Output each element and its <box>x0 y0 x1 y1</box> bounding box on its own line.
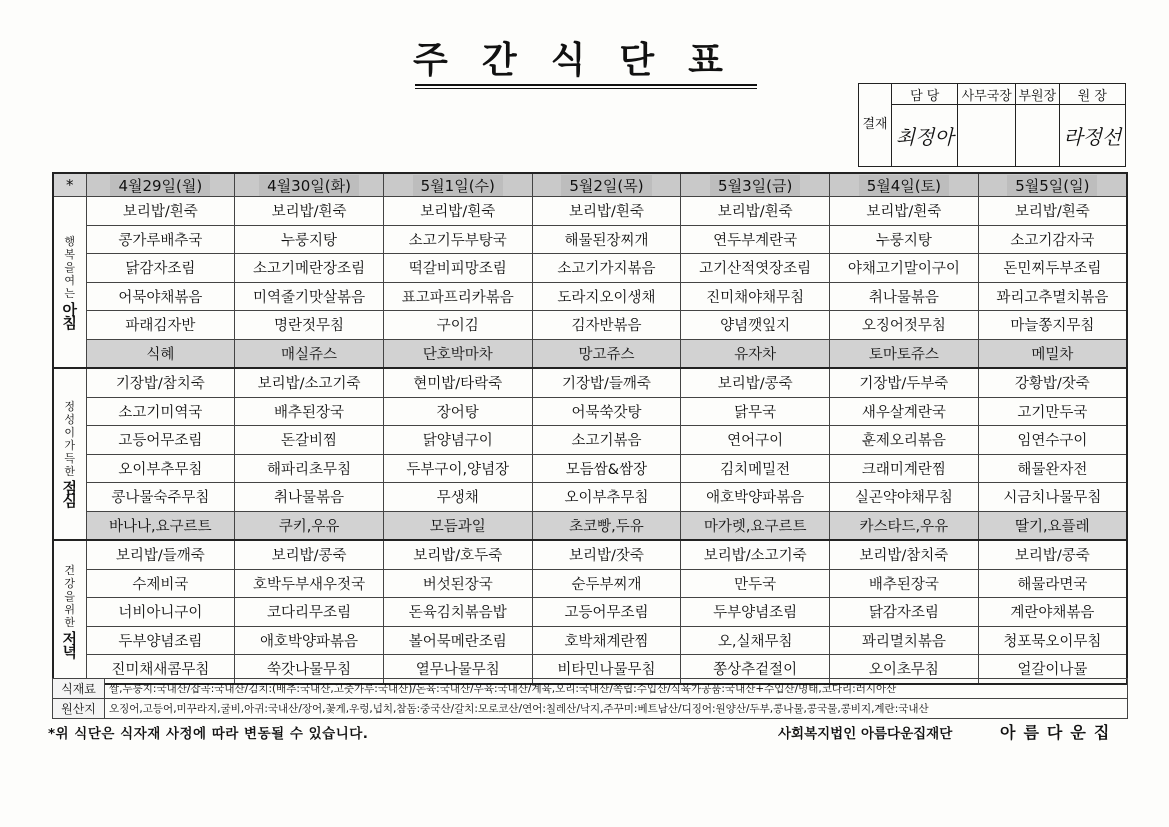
snack-item: 쿠키,우유 <box>235 511 384 540</box>
dish-item: 열무나물무침 <box>383 655 532 684</box>
menu-row <box>53 225 1127 254</box>
dish-item: 배추된장국 <box>235 397 384 426</box>
meal-label-subtitle: 정 성 이 가 득 한 <box>64 400 76 478</box>
menu-row <box>53 339 1127 368</box>
menu-row <box>53 282 1127 311</box>
dish-item: 김치메밀전 <box>681 454 830 483</box>
dish-item: 보리밥/흰죽 <box>978 197 1127 226</box>
meal-label-title: 점 심 <box>62 479 77 510</box>
dish-item: 기장밥/두부죽 <box>830 368 979 397</box>
dish-item: 닭양념구이 <box>383 426 532 455</box>
dish-item: 보리밥/참치죽 <box>830 540 979 569</box>
dish-item: 보리밥/콩죽 <box>235 540 384 569</box>
menu-row <box>53 197 1127 226</box>
dish-item: 보리밥/소고기죽 <box>235 368 384 397</box>
dish-item: 연어구이 <box>681 426 830 455</box>
dish-item: 두부양념조림 <box>681 598 830 627</box>
approval-label: 결재 <box>859 84 892 167</box>
menu-row <box>53 598 1127 627</box>
dish-item: 보리밥/들깨죽 <box>86 540 235 569</box>
dish-item: 훈제오리볶음 <box>830 426 979 455</box>
dish-item: 오이초무침 <box>830 655 979 684</box>
day-label: 5월5일(일) <box>1007 175 1097 196</box>
dish-item: 현미밥/타락죽 <box>383 368 532 397</box>
dish-item: 취나물볶음 <box>235 483 384 512</box>
dish-item: 파래김자반 <box>86 311 235 340</box>
dish-item: 취나물볶음 <box>830 282 979 311</box>
meal-label-subtitle: 행 복 을 여 는 <box>64 234 76 300</box>
dish-item: 소고기미역국 <box>86 397 235 426</box>
dish-item: 해파리초무침 <box>235 454 384 483</box>
day-label: 5월4일(토) <box>859 175 949 196</box>
dish-item: 실곤약야채무침 <box>830 483 979 512</box>
dish-item: 소고기감자국 <box>978 225 1127 254</box>
dish-item: 배추된장국 <box>830 569 979 598</box>
snack-item: 망고쥬스 <box>532 339 681 368</box>
dish-item: 보리밥/흰죽 <box>383 197 532 226</box>
dish-item: 돈육김치볶음밥 <box>383 598 532 627</box>
dish-item: 누룽지탕 <box>830 225 979 254</box>
dish-item: 보리밥/흰죽 <box>681 197 830 226</box>
dish-item: 콩나물숙주무침 <box>86 483 235 512</box>
approval-sign-vice <box>1016 105 1060 167</box>
day-header <box>681 173 830 197</box>
dish-item: 꽈리멸치볶음 <box>830 626 979 655</box>
meal-label <box>53 540 86 684</box>
dish-item: 해물된장찌개 <box>532 225 681 254</box>
ingredient-origin-table <box>52 678 1128 719</box>
origin-label-2: 원산지 <box>53 699 105 719</box>
dish-item: 기장밥/들깨죽 <box>532 368 681 397</box>
dish-item: 진미채야채무침 <box>681 282 830 311</box>
dish-item: 명란젓무침 <box>235 311 384 340</box>
dish-item: 양념깻잎지 <box>681 311 830 340</box>
dish-item: 닭감자조림 <box>830 598 979 627</box>
menu-row <box>53 511 1127 540</box>
dish-item: 소고기두부탕국 <box>383 225 532 254</box>
day-header-row <box>53 173 1127 197</box>
approval-sign-director: 라정선 <box>1059 105 1125 167</box>
approval-sign-secretary <box>958 105 1016 167</box>
dish-item: 애호박양파볶음 <box>681 483 830 512</box>
dish-item: 얼갈이나물 <box>978 655 1127 684</box>
dish-item: 보리밥/흰죽 <box>532 197 681 226</box>
day-header <box>383 173 532 197</box>
day-label: 5월2일(목) <box>561 175 651 196</box>
dish-item: 버섯된장국 <box>383 569 532 598</box>
snack-item: 딸기,요플레 <box>978 511 1127 540</box>
dish-item: 해물완자전 <box>978 454 1127 483</box>
dish-item: 너비아니구이 <box>86 598 235 627</box>
dish-item: 어묵야채볶음 <box>86 282 235 311</box>
dish-item: 수제비국 <box>86 569 235 598</box>
origin-label-1: 식재료 <box>53 679 105 699</box>
menu-row <box>53 368 1127 397</box>
dish-item: 마늘쫑지무침 <box>978 311 1127 340</box>
dish-item: 보리밥/흰죽 <box>235 197 384 226</box>
approval-box <box>858 83 1126 167</box>
snack-item: 모듬과일 <box>383 511 532 540</box>
approval-role-4: 원 장 <box>1059 84 1125 105</box>
page-title: 주간식단표 <box>413 40 757 81</box>
day-label: 5월1일(수) <box>413 175 503 196</box>
dish-item: 떡갈비피망조림 <box>383 254 532 283</box>
dish-item: 고기만두국 <box>978 397 1127 426</box>
dish-item: 볼어묵메란조림 <box>383 626 532 655</box>
menu-row <box>53 483 1127 512</box>
dish-item: 돈갈비찜 <box>235 426 384 455</box>
dish-item: 보리밥/호두죽 <box>383 540 532 569</box>
day-label: 5월3일(금) <box>710 175 800 196</box>
dish-item: 미역줄기맛살볶음 <box>235 282 384 311</box>
meal-label-title: 아 침 <box>62 300 77 332</box>
dish-item: 모듬쌈&쌈장 <box>532 454 681 483</box>
meal-label-subtitle: 건 강 을 위 한 <box>64 564 76 630</box>
dish-item: 코다리무조림 <box>235 598 384 627</box>
meal-label <box>53 197 86 369</box>
menu-row <box>53 254 1127 283</box>
dish-item: 계란야채볶음 <box>978 598 1127 627</box>
snack-item: 토마토쥬스 <box>830 339 979 368</box>
dish-item: 누룽지탕 <box>235 225 384 254</box>
snack-item: 초코빵,두유 <box>532 511 681 540</box>
dish-item: 강황밥/잣죽 <box>978 368 1127 397</box>
snack-item: 메밀차 <box>978 339 1127 368</box>
dish-item: 연두부계란국 <box>681 225 830 254</box>
day-header <box>830 173 979 197</box>
dish-item: 두부양념조림 <box>86 626 235 655</box>
dish-item: 어묵쑥갓탕 <box>532 397 681 426</box>
dish-item: 소고기메란장조림 <box>235 254 384 283</box>
dish-item: 해물라면국 <box>978 569 1127 598</box>
snack-item: 단호박마차 <box>383 339 532 368</box>
dish-item: 장어탕 <box>383 397 532 426</box>
snack-item: 식혜 <box>86 339 235 368</box>
day-header <box>235 173 384 197</box>
title-underline <box>415 84 757 86</box>
dish-item: 새우살계란국 <box>830 397 979 426</box>
weekly-menu-table <box>52 172 1128 685</box>
dish-item: 순두부찌개 <box>532 569 681 598</box>
dish-item: 기장밥/참치죽 <box>86 368 235 397</box>
approval-role-2: 사무국장 <box>958 84 1016 105</box>
snack-item: 마가렛,요구르트 <box>681 511 830 540</box>
dish-item: 콩가루배추국 <box>86 225 235 254</box>
origin-line-2: 오징어,고등어,미꾸라지,굴비,아귀:국내산/장어,꽃게,우렁,넙치,참돔:중국산/갈치:모로코산/연어:칠레산/낙지,주꾸미:베트남산/디징어:원양산/두부,콩나물,콩국물,콩비지,계란:국내산 <box>105 699 1128 719</box>
dish-item: 청포묵오이무침 <box>978 626 1127 655</box>
dish-item: 구이김 <box>383 311 532 340</box>
dish-item: 호박채계란찜 <box>532 626 681 655</box>
dish-item: 오이부추무침 <box>86 454 235 483</box>
dish-item: 보리밥/흰죽 <box>830 197 979 226</box>
menu-row <box>53 454 1127 483</box>
menu-row <box>53 540 1127 569</box>
snack-item: 바나나,요구르트 <box>86 511 235 540</box>
dish-item: 보리밥/잣죽 <box>532 540 681 569</box>
dish-item: 돈민찌두부조림 <box>978 254 1127 283</box>
dish-item: 호박두부새우젓국 <box>235 569 384 598</box>
menu-body <box>53 197 1127 684</box>
dish-item: 소고기가지볶음 <box>532 254 681 283</box>
dish-item: 고등어무조림 <box>532 598 681 627</box>
day-header <box>978 173 1127 197</box>
approval-role-1: 담 당 <box>892 84 958 105</box>
dish-item: 닭감자조림 <box>86 254 235 283</box>
dish-item: 임연수구이 <box>978 426 1127 455</box>
menu-row <box>53 397 1127 426</box>
dish-item: 시금치나물무침 <box>978 483 1127 512</box>
dish-item: 무생채 <box>383 483 532 512</box>
title-underline-inner <box>415 88 757 89</box>
dish-item: 닭무국 <box>681 397 830 426</box>
snack-item: 카스타드,우유 <box>830 511 979 540</box>
dish-item: 표고파프리카볶음 <box>383 282 532 311</box>
menu-row <box>53 426 1127 455</box>
meal-label-title: 저 녁 <box>62 630 77 662</box>
dish-item: 오징어젓무침 <box>830 311 979 340</box>
meal-label <box>53 368 86 540</box>
dish-item: 보리밥/콩죽 <box>978 540 1127 569</box>
day-label: 4월30일(화) <box>259 175 359 196</box>
day-header <box>532 173 681 197</box>
dish-item: 애호박양파볶음 <box>235 626 384 655</box>
menu-row <box>53 569 1127 598</box>
dish-item: 김자반볶음 <box>532 311 681 340</box>
approval-sign-staff: 최정아 <box>892 105 958 167</box>
dish-item: 만두국 <box>681 569 830 598</box>
dish-item: 비타민나물무침 <box>532 655 681 684</box>
snack-item: 유자차 <box>681 339 830 368</box>
dish-item: 오,실채무침 <box>681 626 830 655</box>
menu-row <box>53 626 1127 655</box>
dish-item: 쑥갓나물무침 <box>235 655 384 684</box>
menu-row <box>53 311 1127 340</box>
origin-line-1: 쌀,누룽지:국내산/잡곡:국내산/김치:(배추:국내산,고춧가루:국내산)/돈육:국내산/우육:국내산/계육,오리:국내산/쪽립:수입산/식육가공품:국내산+수입산/명태,코다리:러시아산 <box>105 679 1128 699</box>
dish-item: 소고기볶음 <box>532 426 681 455</box>
change-notice: *위 식단은 식자재 사정에 따라 변동될 수 있습니다. <box>48 726 369 742</box>
dish-item: 보리밥/흰죽 <box>86 197 235 226</box>
corner-star: * <box>53 173 86 197</box>
dish-item: 고등어무조림 <box>86 426 235 455</box>
dish-item: 야채고기말이구이 <box>830 254 979 283</box>
dish-item: 도라지오이생채 <box>532 282 681 311</box>
dish-item: 두부구이,양념장 <box>383 454 532 483</box>
dish-item: 크래미계란찜 <box>830 454 979 483</box>
dish-item: 오이부추무침 <box>532 483 681 512</box>
snack-item: 매실쥬스 <box>235 339 384 368</box>
approval-role-3: 부원장 <box>1016 84 1060 105</box>
day-header <box>86 173 235 197</box>
dish-item: 꽈리고추멸치볶음 <box>978 282 1127 311</box>
dish-item: 진미채새콤무침 <box>86 655 235 684</box>
footer-organization: 사회복지법인 아름다운집재단 <box>778 726 953 742</box>
dish-item: 고기산적엿장조림 <box>681 254 830 283</box>
dish-item: 쫑상추겉절이 <box>681 655 830 684</box>
day-label: 4월29일(월) <box>110 175 210 196</box>
footer-facility-name: 아름다운집 <box>1000 723 1118 742</box>
dish-item: 보리밥/소고기죽 <box>681 540 830 569</box>
dish-item: 보리밥/콩죽 <box>681 368 830 397</box>
